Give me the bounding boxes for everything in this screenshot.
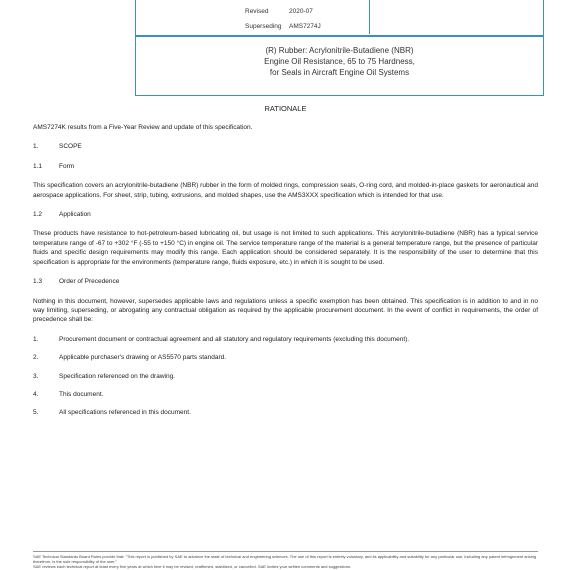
footer-notice (33, 554, 538, 570)
revised-row (245, 7, 313, 16)
list-item-text: Specification referenced on the drawing. (59, 372, 175, 380)
section-number: 1.2 (33, 210, 43, 218)
list-item-text: This document. (59, 391, 104, 399)
section-title: Form (59, 162, 75, 170)
section-number: 1. (33, 143, 39, 151)
document-title-box (135, 36, 544, 96)
section-form-heading (33, 162, 538, 171)
section-scope-heading (33, 142, 538, 151)
list-item-number: 4. (33, 391, 39, 399)
section-title: Application (59, 210, 91, 218)
header-divider (369, 0, 370, 34)
section-precedence-heading (33, 277, 538, 286)
superseding-value: AMS7274J (289, 23, 321, 30)
list-item (33, 390, 538, 399)
list-item-number: 3. (33, 372, 39, 380)
list-item-number: 2. (33, 354, 39, 362)
section-number: 1.1 (33, 162, 43, 170)
footer-line-2: SAE reviews each technical report at least every five years at which time it may be revised, reaffirmed, stabilized, or cancelled. SAE invites your written comments and suggestions. (33, 564, 352, 570)
list-item (33, 408, 538, 417)
rationale-text: AMS7274K results from a Five-Year Review and update of this specification. (33, 123, 253, 131)
section-title: Order of Precedence (59, 278, 120, 286)
footer-line-1: SAE Technical Standards Board Rules provide that: "This report is published by SAE to advance the state of technical and engineering sciences. The use of this report is entirely voluntary, and its applicability and suitability for any particular use, including any patent infringement arising therefrom, is the sole responsibility of the user." (33, 554, 537, 565)
list-item-number: 5. (33, 409, 39, 417)
title-line-1: (R) Rubber: Acrylonitrile-Butadiene (NBR) (265, 46, 414, 55)
list-item (33, 353, 538, 362)
list-item-text: Applicable purchaser's drawing or AS5570 parts standard. (59, 354, 227, 362)
section-application-heading (33, 210, 538, 219)
form-paragraph: This specification covers an acrylonitrile-butadiene (NBR) rubber in the form of molded rings, compression seals, O-ring cord, and molded-in-place gaskets for aeronautical and aerospace applications. For sheet, strip, tubing, extrusions, and molded shapes, use the AMS3XXX specification which is intended for that use. (33, 182, 538, 199)
section-number: 1.3 (33, 278, 43, 286)
rationale-heading: RATIONALE (264, 104, 307, 113)
section-title: SCOPE (59, 143, 82, 151)
title-line-3: for Seals in Aircraft Engine Oil Systems (269, 67, 410, 77)
application-paragraph: These products have resistance to hot-petroleum-based lubricating oil, but usage is not limited to such applications. This acrylonitrile-butadiene (NBR) has a typical service temperature range of -67 to +302 °F (-55 to +150 °C) in engine oil. The service temperature range of the material is a general temperature range, but the presence of particular fluids and specific design requirements may modify this range. Each application should be considered separately. It is the responsibility of the user to determine that this specification is appropriate for the environments (temperature range, fluids exposure, etc.) in which it is sought to be used. (33, 230, 538, 266)
list-item-text: All specifications referenced in this document. (59, 409, 191, 417)
document-header-box (135, 0, 544, 36)
list-item (33, 335, 538, 344)
revised-value: 2020-07 (289, 8, 313, 15)
list-item (33, 372, 538, 381)
superseding-label: Superseding (245, 23, 282, 30)
revised-label: Revised (245, 8, 269, 15)
precedence-paragraph: Nothing in this document, however, supersedes applicable laws and regulations unless a specific exemption has been obtained. This specification is in addition to and in no way limiting, superseding, or abrogating any contractual obligation as required by the applicable procurement document. In the event of conflict in requirements, the order of precedence shall be: (33, 297, 538, 324)
page-body (33, 100, 538, 427)
title-line-2: Engine Oil Resistance, 65 to 75 Hardness, (264, 56, 415, 66)
footer-divider (33, 551, 538, 552)
list-item-number: 1. (33, 335, 39, 343)
superseding-row (245, 22, 321, 31)
list-item-text: Procurement document or contractual agreement and all statutory and regulatory requirements (excluding this document). (59, 335, 410, 343)
